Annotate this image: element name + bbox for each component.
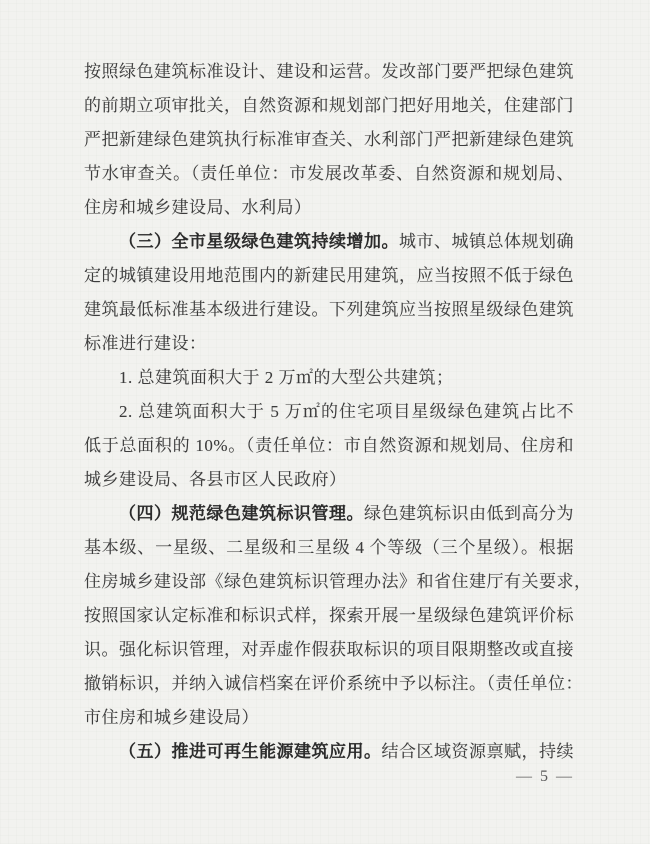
line-text: 1. 总建筑面积大于 2 万㎡的大型公共建筑； [119,368,454,387]
document-line [84,157,574,191]
line-text: 基本级、一星级、二星级和三星级 4 个等级（三个星级）。根据 [84,538,574,557]
section-heading-5: （五）推进可再生能源建筑应用。 [119,742,382,761]
document-line [84,55,574,89]
document-line [84,191,574,225]
line-text: 的前期立项审批关，自然资源和规划部门把好用地关，住建部门 [84,96,574,115]
line-text: 低于总面积的 10%。（责任单位：市自然资源和规划局、住房和 [84,436,574,455]
line-text: 城市、城镇总体规划确 [399,232,574,251]
line-text: 按照国家认定标准和标识式样，探索开展一星级绿色建筑评价标 [84,606,574,625]
line-text: 绿色建筑标识由低到高分为 [364,504,574,523]
line-text: 节水审查关。（责任单位：市发展改革委、自然资源和规划局、 [84,164,574,183]
line-text: 结合区域资源禀赋，持续 [381,742,574,761]
line-text: 定的城镇建设用地范围内的新建民用建筑，应当按照不低于绿色 [84,266,574,285]
document-line [84,701,574,735]
document-line [84,327,574,361]
document-line [84,497,574,531]
line-text: 城乡建设局、各县市区人民政府） [84,470,347,489]
document-line [84,123,574,157]
document-page-text [84,55,592,769]
document-list-item-2 [84,395,574,429]
document-list-item-1 [84,361,574,395]
document-line [84,599,574,633]
section-heading-3: （三）全市星级绿色建筑持续增加。 [119,232,399,251]
line-text: 标准进行建设： [84,334,207,353]
document-line [84,89,574,123]
line-text: 严把新建绿色建筑执行标准审查关、水利部门严把新建绿色建筑 [84,130,574,149]
line-text: 识。强化标识管理，对弄虚作假获取标识的项目限期整改或直接 [84,640,574,659]
document-line [84,429,574,463]
document-line [84,531,574,565]
document-line [84,259,574,293]
document-line [84,633,574,667]
document-line [84,463,574,497]
line-text: 按照绿色建筑标准设计、建设和运营。发改部门要严把绿色建筑 [84,62,574,81]
line-text: 2. 总建筑面积大于 5 万㎡的住宅项目星级绿色建筑占比不 [119,402,574,421]
line-text: 住房和城乡建设局、水利局） [84,198,312,217]
page-number: — 5 — [516,768,574,785]
document-line [84,565,592,599]
line-text: 撤销标识，并纳入诚信档案在评价系统中予以标注。（责任单位： [84,674,583,693]
document-line [84,735,574,769]
line-text: 建筑最低标准基本级进行建设。下列建筑应当按照星级绿色建筑 [84,300,574,319]
section-heading-4: （四）规范绿色建筑标识管理。 [119,504,364,523]
line-text: 市住房和城乡建设局） [84,708,259,727]
document-line [84,667,583,701]
line-text: 住房城乡建设部《绿色建筑标识管理办法》和省住建厅有关要求， [84,572,592,591]
document-line [84,293,574,327]
document-line [84,225,574,259]
